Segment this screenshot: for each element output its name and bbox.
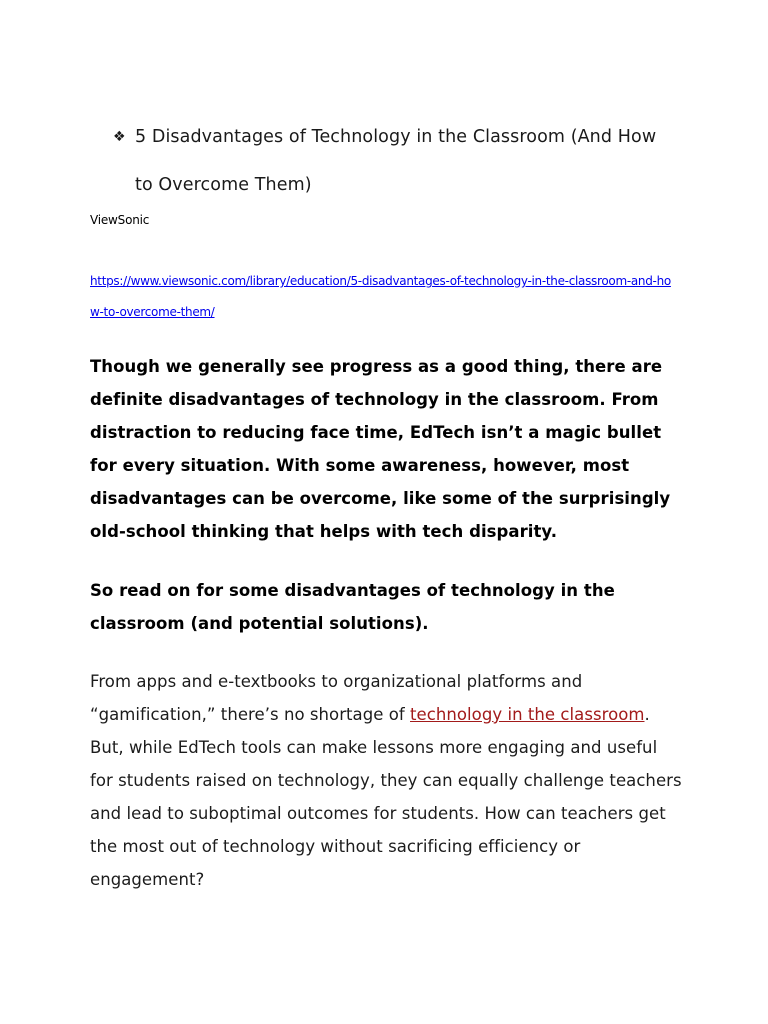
article-title: 5 Disadvantages of Technology in the Classroom (And How to Overcome Them)	[135, 127, 657, 195]
source-url-link[interactable]: https://www.viewsonic.com/library/education/5-disadvantages-of-technology-in-the-classroom-and-how-to-overcome-them/	[90, 274, 671, 319]
body-paragraph	[90, 665, 685, 896]
body-text-before-link: From apps and e-textbooks to organizational platforms and “gamification,” there’s no shortage of	[90, 672, 583, 724]
technology-in-classroom-link[interactable]: technology in the classroom	[410, 705, 645, 724]
read-on-paragraph: So read on for some disadvantages of technology in the classroom (and potential solutions).	[90, 581, 615, 633]
article-heading	[113, 113, 673, 209]
diamond-bullet-icon: ❖	[113, 129, 126, 145]
intro-paragraph: Though we generally see progress as a good thing, there are definite disadvantages of technology in the classroom. From distraction to reducing face time, EdTech isn’t a magic bullet for every situation. With some awareness, however, most disadvantages can be overcome, like some of the surprisingly old-school thinking that helps with tech disparity.	[90, 357, 671, 541]
body-text-after-link: . But, while EdTech tools can make lessons more engaging and useful for students raised on technology, they can equally challenge teachers and lead to suboptimal outcomes for students. How can teachers get the most out of technology without sacrificing efficiency or engagement?	[90, 705, 682, 889]
source-name: ViewSonic	[90, 213, 150, 227]
